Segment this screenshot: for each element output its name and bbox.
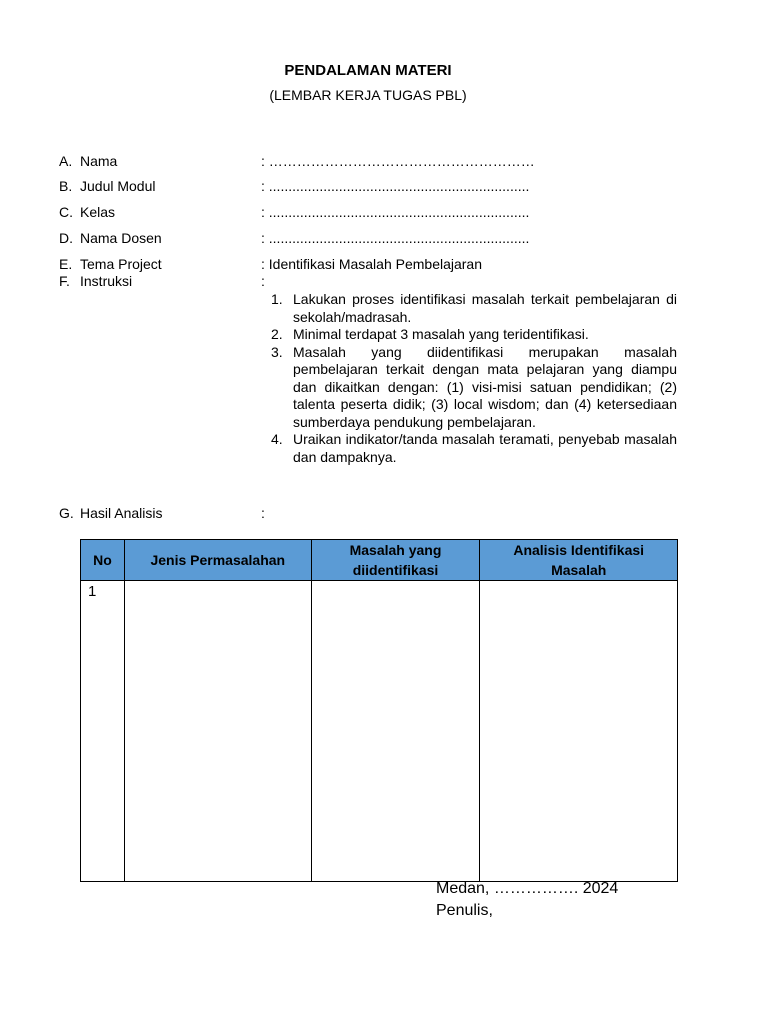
column-header-no: No <box>81 540 125 581</box>
field-value: : Identifikasi Masalah Pembelajaran <box>261 256 483 272</box>
table-header-row <box>81 540 678 581</box>
instruction-number: 1. <box>271 291 283 307</box>
instruction-list <box>271 291 677 466</box>
field-value: : ................................................................... <box>261 230 530 246</box>
table-row <box>81 581 678 882</box>
field-label: Judul Modul <box>80 178 156 194</box>
field-letter: G. <box>59 505 74 521</box>
field-label: Nama Dosen <box>80 230 162 246</box>
instruction-number: 4. <box>271 431 283 447</box>
instruction-text: Uraikan indikator/tanda masalah teramati, penyebab masalah dan dampaknya. <box>293 431 677 465</box>
table-cell-jenis[interactable] <box>124 581 311 882</box>
field-judul-modul <box>59 178 699 198</box>
page-title: PENDALAMAN MATERI <box>284 62 452 79</box>
table-cell-masalah[interactable] <box>311 581 480 882</box>
field-kelas <box>59 204 699 224</box>
analysis-table <box>80 539 678 882</box>
field-hasil-analisis <box>59 505 699 525</box>
instruction-number: 2. <box>271 326 283 342</box>
instruction-text: Masalah yang diidentifikasi merupakan masalah pembelajaran terkait dengan mata pelajaran yang diampu dan dikaitkan dengan: (1) visi-misi satuan pendidikan; (2) talenta peserta didik; (3) local wisdom; dan (4) ketersediaan sumberdaya pendukung pembelajaran. <box>293 343 677 430</box>
field-label: Instruksi <box>80 273 133 289</box>
table-cell-no[interactable]: 1 <box>81 581 125 882</box>
column-header-analisis-identifikasi: Analisis Identifikasi Masalah <box>480 540 678 581</box>
field-label: Tema Project <box>80 256 162 272</box>
field-label: Kelas <box>80 204 116 220</box>
field-letter: A. <box>59 153 73 169</box>
instruction-item <box>271 326 677 344</box>
instruction-item <box>271 291 677 326</box>
page-subtitle: (LEMBAR KERJA TUGAS PBL) <box>269 87 467 103</box>
field-value: : <box>261 505 265 521</box>
field-letter: C. <box>59 204 73 220</box>
field-letter: E. <box>59 256 73 272</box>
field-nama-dosen <box>59 230 699 250</box>
instruction-number: 3. <box>271 343 283 360</box>
field-value: : <box>261 273 265 289</box>
field-letter: F. <box>59 273 70 289</box>
field-label: Hasil Analisis <box>80 505 163 521</box>
field-value: : ................................................................... <box>261 204 530 220</box>
field-instruksi <box>59 273 699 293</box>
field-value: : ................................................................... <box>261 178 530 194</box>
field-value: : ………………………………………………… <box>261 153 535 169</box>
instruction-item <box>271 344 677 432</box>
signature-place-date: Medan, ……………. 2024 <box>436 880 619 897</box>
table-cell-analisis[interactable] <box>480 581 678 882</box>
instruction-text: Minimal terdapat 3 masalah yang teridentifikasi. <box>293 326 589 342</box>
column-header-masalah-diidentifikasi: Masalah yang diidentifikasi <box>311 540 480 581</box>
column-header-jenis-permasalahan: Jenis Permasalahan <box>124 540 311 581</box>
field-label: Nama <box>80 153 118 169</box>
signature-role: Penulis, <box>436 902 493 919</box>
field-letter: B. <box>59 178 73 194</box>
field-letter: D. <box>59 230 73 246</box>
field-nama <box>59 153 699 173</box>
instruction-item <box>271 431 677 466</box>
instruction-text: Lakukan proses identifikasi masalah terkait pembelajaran di sekolah/madrasah. <box>293 291 677 325</box>
